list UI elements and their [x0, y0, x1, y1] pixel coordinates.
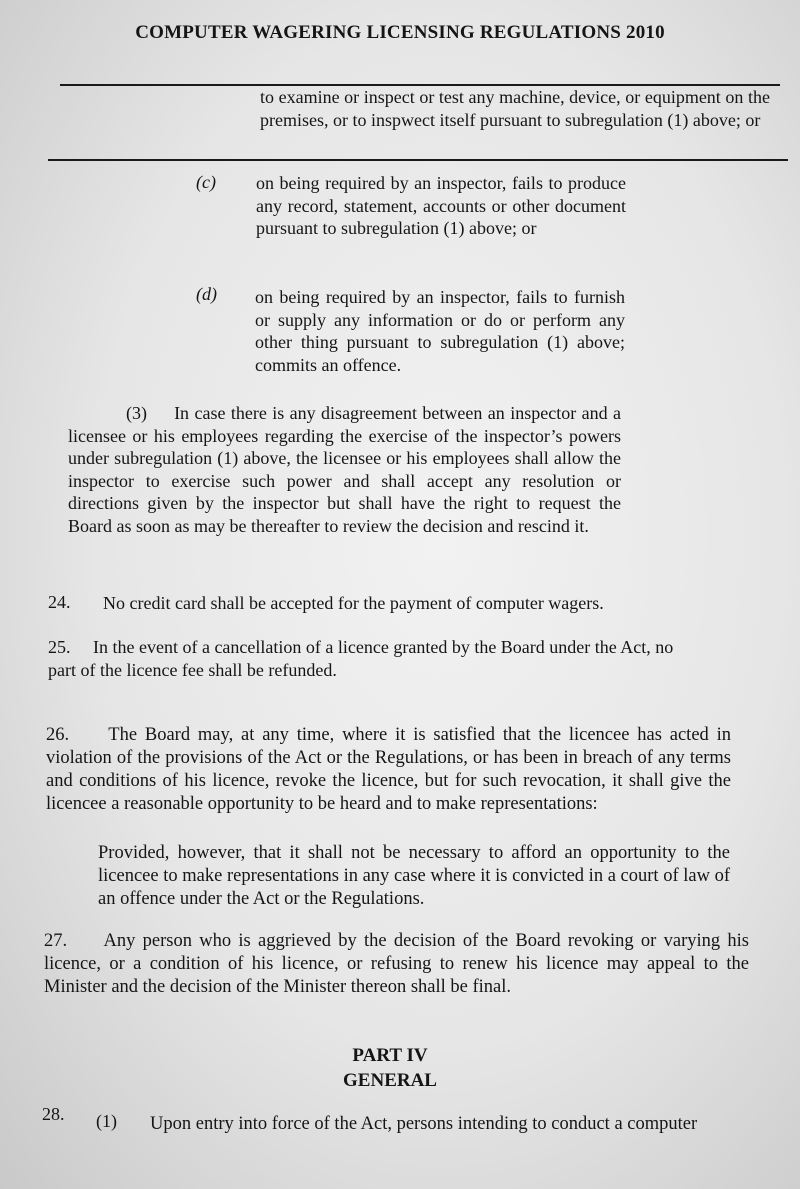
boxed-paragraph: to examine or inspect or test any machine, device, or equipment on the premises, or to inspwect itself pursuant to subregulation (1) above; or	[260, 87, 770, 130]
subregulation-3-text: In case there is any disagreement between an inspector and a licensee or his employees regarding the exercise of the inspector’s powers under subregulation (1) above, the licensee or his employees shall allow the inspector to exercise such power and shall accept any resolution or directions given by the inspector but shall have the right to request the Board as soon as may be thereafter to review the decision and rescind it.	[68, 403, 621, 536]
regulation-24-text: No credit card shall be accepted for the payment of computer wagers.	[103, 593, 604, 613]
regulation-25-number: 25.	[48, 637, 71, 657]
bottom-rule	[48, 159, 788, 161]
subregulation-3-paragraph	[68, 402, 621, 537]
part-heading: PART IV	[352, 1045, 428, 1066]
part-subheading: GENERAL	[343, 1070, 437, 1091]
regulation-27-paragraph	[44, 930, 749, 999]
regulation-24-number: 24.	[48, 592, 71, 612]
regulation-26-text: The Board may, at any time, where it is satisfied that the licencee has acted in violation of the provisions of the Act or the Regulations, or has been in breach of any terms and conditions of his licence, revoke the licence, but for such revocation, it shall give the licencee a reasonable opportunity to be heard and to make representations:	[46, 725, 732, 814]
page-header-title: COMPUTER WAGERING LICENSING REGULATIONS 2010	[135, 22, 665, 43]
item-c-label: (c)	[196, 172, 216, 192]
regulation-28-number: 28.	[42, 1104, 65, 1124]
regulation-26-paragraph	[46, 724, 731, 816]
regulation-25-paragraph	[48, 636, 683, 681]
regulation-27-text: Any person who is aggrieved by the decision of the Board revoking or varying his licence, or a condition of his licence, or refusing to renew his licence may appeal to the Minister and the decision of the Minister thereon shall be final.	[44, 931, 749, 997]
regulation-26-proviso: Provided, however, that it shall not be necessary to afford an opportunity to the licencee to make representations in any case where it is convicted in a court of law of an offence under the Act or the Regulations.	[98, 843, 730, 909]
subregulation-3-number: (3)	[126, 403, 147, 423]
item-d-label: (d)	[196, 284, 217, 304]
item-c-text: on being required by an inspector, fails to produce any record, statement, accounts or other document pursuant to subregulation (1) above; or	[256, 173, 626, 238]
regulation-28-text: Upon entry into force of the Act, persons intending to conduct a computer	[150, 1114, 698, 1134]
regulation-27-number: 27.	[44, 931, 68, 951]
regulation-25-text: In the event of a cancellation of a licence granted by the Board under the Act, no part of the licence fee shall be refunded.	[48, 637, 674, 680]
regulation-28-subnumber: (1)	[96, 1111, 117, 1131]
regulation-26-number: 26.	[46, 725, 70, 745]
item-d-text: on being required by an inspector, fails to furnish or supply any information or do or perform any other thing pursuant to subregulation (1) above; commits an offence.	[255, 287, 625, 375]
